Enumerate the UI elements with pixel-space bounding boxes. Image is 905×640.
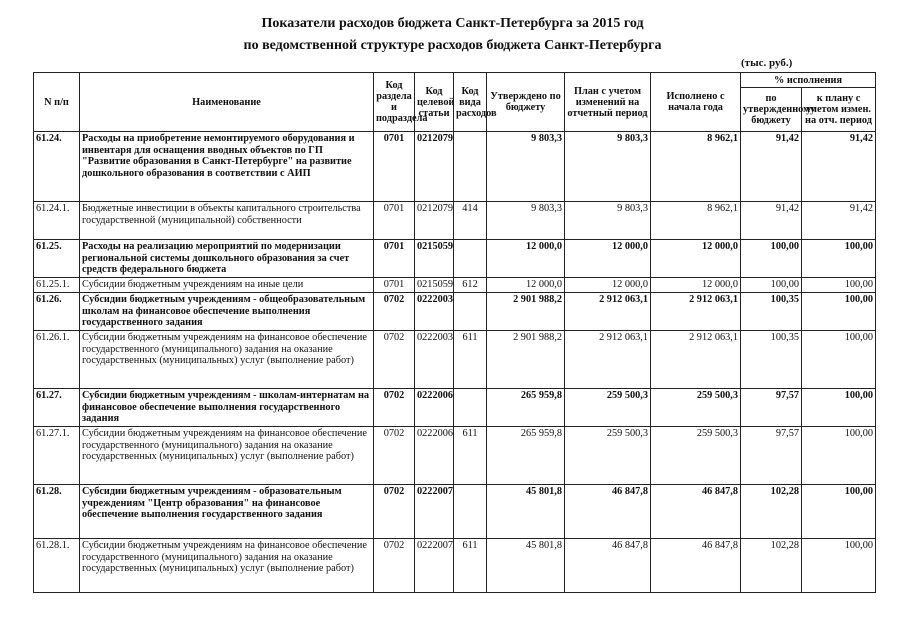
document-subtitle: по ведомственной структуре расходов бюджета Санкт-Петербурга	[243, 38, 662, 53]
cell-approved: 2 901 988,2	[487, 331, 565, 389]
cell-approved: 12 000,0	[487, 240, 565, 278]
header-pct-group: % исполнения	[741, 73, 876, 88]
cell-csr: 0222007	[415, 485, 454, 539]
cell-name: Субсидии бюджетным учреждениям на финансовое обеспечение государственного (муниципального) задания на оказание государственных (муниципальных) услуг (выполнение работ)	[80, 539, 374, 593]
cell-pct-plan: 91,42	[802, 202, 876, 240]
cell-vr: 611	[454, 427, 487, 485]
cell-vr: 611	[454, 331, 487, 389]
cell-plan: 259 500,3	[565, 389, 651, 427]
cell-vr	[454, 240, 487, 278]
cell-plan: 259 500,3	[565, 427, 651, 485]
cell-csr: 0215059	[415, 278, 454, 293]
cell-razdel: 0702	[374, 331, 415, 389]
cell-pct-plan: 100,00	[802, 293, 876, 331]
cell-csr: 0222003	[415, 331, 454, 389]
cell-name: Субсидии бюджетным учреждениям на иные цели	[80, 278, 374, 293]
cell-razdel: 0702	[374, 293, 415, 331]
cell-pct-plan: 100,00	[802, 539, 876, 593]
table-row	[34, 132, 876, 202]
table-row	[34, 331, 876, 389]
cell-name: Субсидии бюджетным учреждениям - школам-интернатам на финансовое обеспечение выполнения государственного задания	[80, 389, 374, 427]
cell-approved: 12 000,0	[487, 278, 565, 293]
cell-pct-plan: 100,00	[802, 240, 876, 278]
table-row	[34, 278, 876, 293]
cell-name: Субсидии бюджетным учреждениям на финансовое обеспечение государственного (муниципального) задания на оказание государственных (муниципальных) услуг (выполнение работ)	[80, 427, 374, 485]
table-body	[34, 132, 876, 593]
cell-pct-approved: 97,57	[741, 389, 802, 427]
table-row	[34, 389, 876, 427]
cell-name: Бюджетные инвестиции в объекты капитального строительства государственной (муниципальной) собственности	[80, 202, 374, 240]
cell-pct-plan: 100,00	[802, 427, 876, 485]
cell-num: 61.25.	[34, 240, 80, 278]
cell-razdel: 0702	[374, 485, 415, 539]
expenditure-table	[33, 72, 876, 593]
cell-approved: 2 901 988,2	[487, 293, 565, 331]
cell-num: 61.25.1.	[34, 278, 80, 293]
cell-razdel: 0701	[374, 202, 415, 240]
cell-plan: 46 847,8	[565, 539, 651, 593]
cell-pct-approved: 97,57	[741, 427, 802, 485]
header-vr: Код вида расходов	[454, 73, 487, 132]
header-pct-plan: к плану с учетом измен. на отч. период	[802, 88, 876, 132]
cell-pct-plan: 100,00	[802, 389, 876, 427]
table-row	[34, 240, 876, 278]
cell-approved: 45 801,8	[487, 485, 565, 539]
header-name: Наименование	[80, 73, 374, 132]
header-executed: Исполнено с начала года	[651, 73, 741, 132]
cell-executed: 8 962,1	[651, 132, 741, 202]
header-plan: План с учетом изменений на отчетный период	[565, 73, 651, 132]
cell-name: Расходы на реализацию мероприятий по модернизации региональной системы дошкольного образования за счет средств федерального бюджета	[80, 240, 374, 278]
cell-csr: 0212079	[415, 132, 454, 202]
cell-approved: 45 801,8	[487, 539, 565, 593]
cell-vr: 611	[454, 539, 487, 593]
cell-pct-approved: 100,35	[741, 293, 802, 331]
cell-csr: 0222003	[415, 293, 454, 331]
cell-csr: 0212079	[415, 202, 454, 240]
cell-executed: 8 962,1	[651, 202, 741, 240]
cell-plan: 12 000,0	[565, 240, 651, 278]
cell-pct-approved: 102,28	[741, 539, 802, 593]
cell-executed: 2 912 063,1	[651, 331, 741, 389]
cell-csr: 0222007	[415, 539, 454, 593]
cell-pct-approved: 100,00	[741, 278, 802, 293]
cell-plan: 46 847,8	[565, 485, 651, 539]
cell-plan: 2 912 063,1	[565, 331, 651, 389]
cell-vr: 414	[454, 202, 487, 240]
cell-pct-approved: 102,28	[741, 485, 802, 539]
cell-razdel: 0702	[374, 539, 415, 593]
cell-vr: 612	[454, 278, 487, 293]
table-row	[34, 539, 876, 593]
header-num: N п/п	[34, 73, 80, 132]
cell-vr	[454, 389, 487, 427]
cell-csr: 0222006	[415, 389, 454, 427]
cell-executed: 259 500,3	[651, 427, 741, 485]
header-razdel: Код раздела и подраздела	[374, 73, 415, 132]
cell-num: 61.24.1.	[34, 202, 80, 240]
document-title: Показатели расходов бюджета Санкт-Петербурга за 2015 год	[261, 16, 644, 31]
table-row	[34, 427, 876, 485]
cell-num: 61.24.	[34, 132, 80, 202]
cell-pct-approved: 100,00	[741, 240, 802, 278]
table-row	[34, 485, 876, 539]
cell-executed: 12 000,0	[651, 278, 741, 293]
cell-csr: 0215059	[415, 240, 454, 278]
cell-num: 61.28.1.	[34, 539, 80, 593]
cell-vr	[454, 132, 487, 202]
cell-plan: 2 912 063,1	[565, 293, 651, 331]
table-row	[34, 293, 876, 331]
cell-pct-plan: 91,42	[802, 132, 876, 202]
cell-num: 61.26.1.	[34, 331, 80, 389]
cell-num: 61.27.1.	[34, 427, 80, 485]
cell-executed: 46 847,8	[651, 539, 741, 593]
cell-pct-approved: 91,42	[741, 202, 802, 240]
cell-razdel: 0702	[374, 389, 415, 427]
cell-num: 61.26.	[34, 293, 80, 331]
cell-razdel: 0701	[374, 278, 415, 293]
cell-approved: 9 803,3	[487, 132, 565, 202]
cell-razdel: 0701	[374, 240, 415, 278]
cell-executed: 12 000,0	[651, 240, 741, 278]
cell-name: Субсидии бюджетным учреждениям - образовательным учреждениям "Центр образования" на финансовое обеспечение выполнения государственного задания	[80, 485, 374, 539]
cell-pct-approved: 100,35	[741, 331, 802, 389]
units-label: (тыс. руб.)	[741, 57, 793, 69]
cell-vr	[454, 485, 487, 539]
cell-razdel: 0702	[374, 427, 415, 485]
cell-executed: 2 912 063,1	[651, 293, 741, 331]
cell-approved: 9 803,3	[487, 202, 565, 240]
cell-pct-plan: 100,00	[802, 278, 876, 293]
cell-num: 61.27.	[34, 389, 80, 427]
cell-plan: 9 803,3	[565, 202, 651, 240]
header-approved: Утверждено по бюджету	[487, 73, 565, 132]
cell-name: Субсидии бюджетным учреждениям на финансовое обеспечение государственного (муниципального) задания на оказание государственных (муниципальных) услуг (выполнение работ)	[80, 331, 374, 389]
cell-name: Субсидии бюджетным учреждениям - общеобразовательным школам на финансовое обеспечение выполнения государственного задания	[80, 293, 374, 331]
cell-vr	[454, 293, 487, 331]
header-csr: Код целевой статьи	[415, 73, 454, 132]
cell-pct-plan: 100,00	[802, 485, 876, 539]
header-pct-approved: по утвержденному бюджету	[741, 88, 802, 132]
cell-plan: 12 000,0	[565, 278, 651, 293]
cell-approved: 265 959,8	[487, 389, 565, 427]
cell-approved: 265 959,8	[487, 427, 565, 485]
table-row	[34, 202, 876, 240]
cell-name: Расходы на приобретение немонтируемого оборудования и инвентаря для оснащения вводных объектов по ГП "Развитие образования в Санкт-Петербурге" на развитие дошкольного образования в соответствии с АИП	[80, 132, 374, 202]
cell-num: 61.28.	[34, 485, 80, 539]
cell-csr: 0222006	[415, 427, 454, 485]
cell-pct-plan: 100,00	[802, 331, 876, 389]
cell-razdel: 0701	[374, 132, 415, 202]
cell-plan: 9 803,3	[565, 132, 651, 202]
cell-executed: 46 847,8	[651, 485, 741, 539]
cell-pct-approved: 91,42	[741, 132, 802, 202]
cell-executed: 259 500,3	[651, 389, 741, 427]
